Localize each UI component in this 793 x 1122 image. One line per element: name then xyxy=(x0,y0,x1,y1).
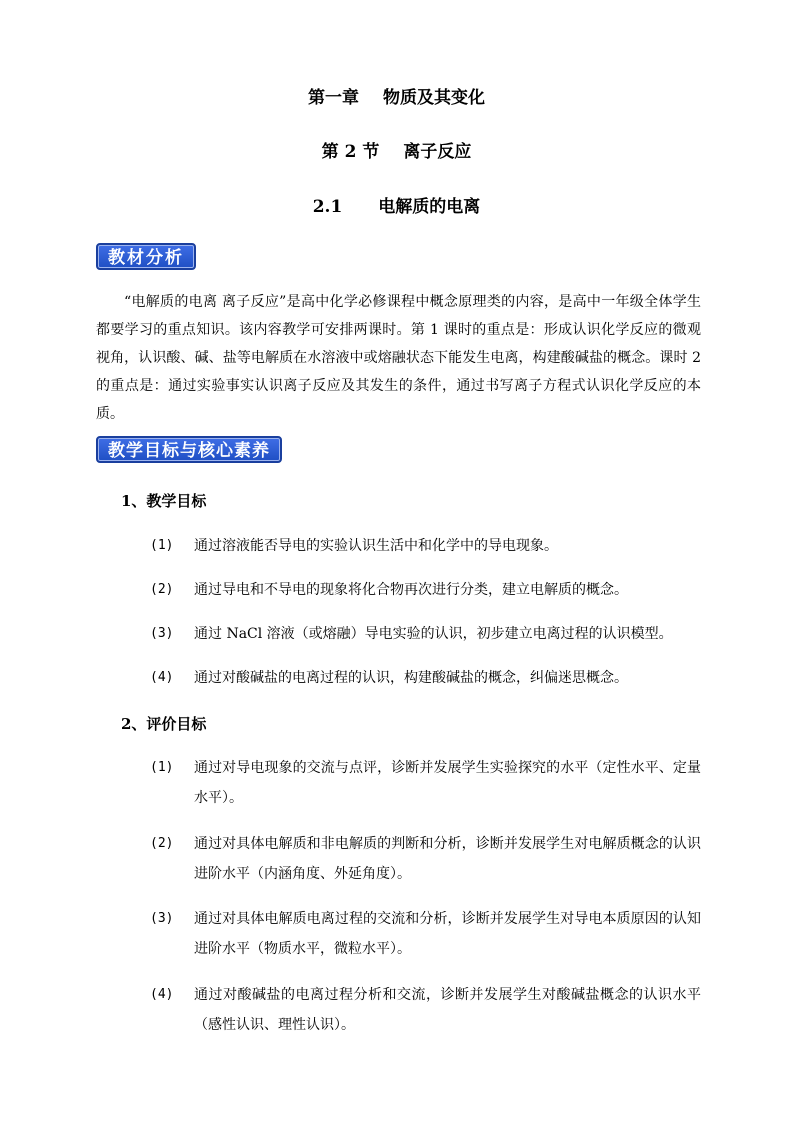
teaching-goals-heading: 1、教学目标 xyxy=(121,492,207,510)
evaluation-goals-heading: 2、评价目标 xyxy=(121,715,207,733)
item-text: 通过对具体电解质和非电解质的判断和分析，诊断并发展学生对电解质概念的认识进阶水平（内涵角度、外延角度）。 xyxy=(194,836,701,882)
item-text: 通过对导电现象的交流与点评，诊断并发展学生实验探究的水平（定性水平、定量水平）。 xyxy=(194,760,701,806)
chapter-number: 第一章 xyxy=(308,88,359,108)
subsection-heading xyxy=(0,192,793,217)
item-text: 通过溶液能否导电的实验认识生活中和化学中的导电现象。 xyxy=(194,538,558,554)
chapter-name: 物质及其变化 xyxy=(383,88,485,108)
list-item xyxy=(150,829,701,889)
section-name: 离子反应 xyxy=(403,142,472,162)
item-text: 通过对酸碱盐的电离过程的认识，构建酸碱盐的概念，纠偏迷思概念。 xyxy=(194,670,628,686)
item-number: (1) xyxy=(150,760,174,775)
list-item xyxy=(150,531,701,561)
item-number: (4) xyxy=(150,987,174,1002)
item-number: (1) xyxy=(150,538,174,553)
item-text: 通过对酸碱盐的电离过程分析和交流，诊断并发展学生对酸碱盐概念的认识水平（感性认识、理性认识）。 xyxy=(194,987,701,1033)
item-text: 通过对具体电解质电离过程的交流和分析，诊断并发展学生对导电本质原因的认知进阶水平（物质水平，微粒水平）。 xyxy=(194,911,701,957)
item-number: (3) xyxy=(150,626,174,641)
item-number: (4) xyxy=(150,670,174,685)
subsection-number: 2.1 xyxy=(312,197,343,217)
section-number: 第 2 节 xyxy=(321,142,380,162)
section-heading xyxy=(0,137,793,162)
list-item xyxy=(150,575,701,605)
objectives-badge: 教学目标与核心素养 xyxy=(96,436,282,463)
analysis-paragraph: “电解质的电离 离子反应”是高中化学必修课程中概念原理类的内容，是高中一年级全体学生都要学习的重点知识。该内容教学可安排两课时。第 1 课时的重点是：形成认识化学反应的微观视角，认识酸、碱、盐等电解质在水溶液中或熔融状态下能发生电离，构建酸碱盐的概念。课时 2 的重点是：通过实验事实认识离子反应及其发生的条件，通过书写离子方程式认识化学反应的本质。 xyxy=(96,294,701,422)
textbook-analysis-badge: 教材分析 xyxy=(96,243,196,270)
subsection-name: 电解质的电离 xyxy=(378,197,481,217)
list-item xyxy=(150,904,701,964)
list-item xyxy=(150,980,701,1040)
item-number: (3) xyxy=(150,911,174,926)
chapter-heading xyxy=(0,83,793,108)
item-number: (2) xyxy=(150,582,174,597)
list-item xyxy=(150,753,701,813)
list-item xyxy=(150,619,701,649)
item-number: (2) xyxy=(150,836,174,851)
item-text: 通过 NaCl 溶液（或熔融）导电实验的认识，初步建立电离过程的认识模型。 xyxy=(194,626,673,642)
item-text: 通过导电和不导电的现象将化合物再次进行分类，建立电解质的概念。 xyxy=(194,582,628,598)
list-item xyxy=(150,663,701,693)
